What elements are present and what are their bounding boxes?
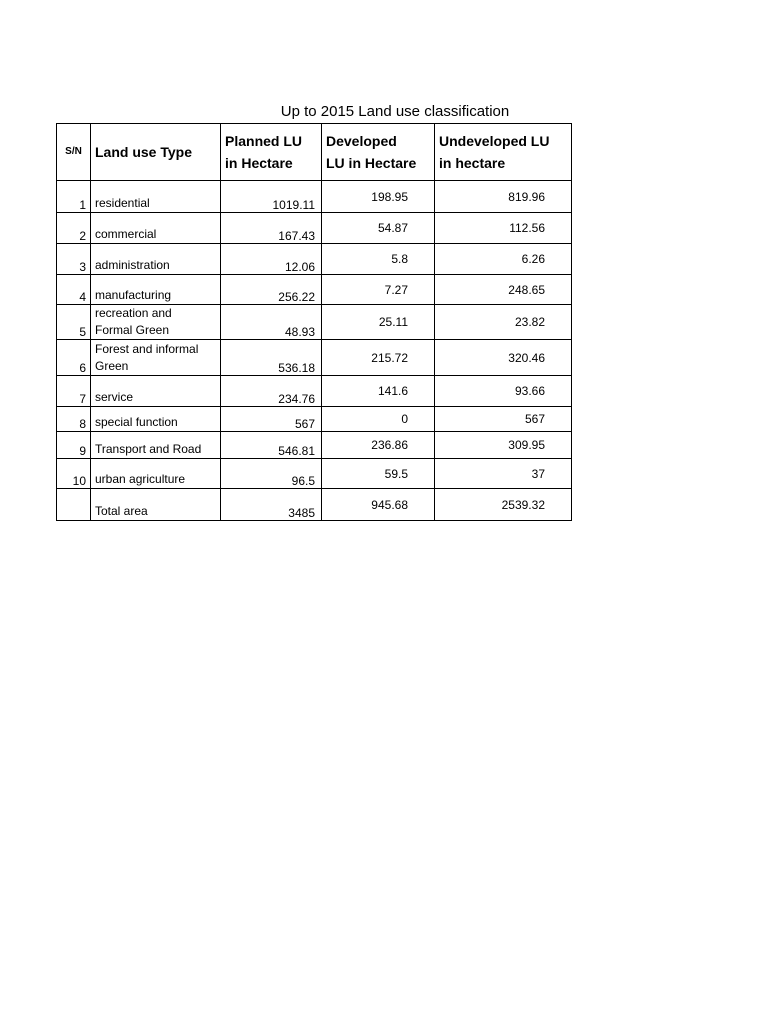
- cell-planned: 234.76: [221, 376, 322, 407]
- cell-planned: 546.81: [221, 432, 322, 459]
- table-title: Up to 2015 Land use classification: [280, 103, 510, 120]
- cell-planned: 256.22: [221, 275, 322, 305]
- cell-sn: 2: [57, 213, 91, 244]
- table-header-row: [57, 124, 572, 181]
- total-row: [57, 489, 572, 521]
- cell-sn: 3: [57, 244, 91, 275]
- cell-undeveloped: 6.26: [435, 244, 572, 275]
- land-use-table: [56, 123, 572, 521]
- cell-planned: 167.43: [221, 213, 322, 244]
- header-land-use-type: Land use Type: [91, 124, 221, 181]
- cell-undeveloped: 320.46: [435, 340, 572, 376]
- cell-sn: 10: [57, 459, 91, 489]
- table-row: [57, 407, 572, 432]
- cell-land-use-type: recreation and Formal Green: [91, 305, 221, 340]
- table-row: [57, 376, 572, 407]
- cell-developed: 198.95: [322, 181, 435, 213]
- cell-planned: 3485: [221, 489, 322, 521]
- cell-undeveloped: 2539.32: [435, 489, 572, 521]
- cell-developed: 215.72: [322, 340, 435, 376]
- cell-sn: 9: [57, 432, 91, 459]
- cell-sn: 5: [57, 305, 91, 340]
- cell-undeveloped: 23.82: [435, 305, 572, 340]
- table-body: [57, 181, 572, 521]
- table-row: [57, 459, 572, 489]
- cell-land-use-type: administration: [91, 244, 221, 275]
- cell-land-use-type: manufacturing: [91, 275, 221, 305]
- cell-land-use-type: urban agriculture: [91, 459, 221, 489]
- cell-developed: 59.5: [322, 459, 435, 489]
- cell-land-use-type: Forest and informal Green: [91, 340, 221, 376]
- cell-planned: 12.06: [221, 244, 322, 275]
- cell-undeveloped: 819.96: [435, 181, 572, 213]
- header-undeveloped: Undeveloped LU in hectare: [435, 124, 572, 181]
- table-row: [57, 213, 572, 244]
- cell-developed: 54.87: [322, 213, 435, 244]
- table-row: [57, 305, 572, 340]
- header-sn: S/N: [57, 124, 91, 181]
- table-row: [57, 181, 572, 213]
- cell-developed: 7.27: [322, 275, 435, 305]
- cell-developed: 141.6: [322, 376, 435, 407]
- header-planned: Planned LU in Hectare: [221, 124, 322, 181]
- cell-undeveloped: 37: [435, 459, 572, 489]
- cell-land-use-type: Total area: [91, 489, 221, 521]
- cell-land-use-type: special function: [91, 407, 221, 432]
- cell-sn: [57, 489, 91, 521]
- cell-planned: 1019.11: [221, 181, 322, 213]
- cell-land-use-type: commercial: [91, 213, 221, 244]
- cell-undeveloped: 93.66: [435, 376, 572, 407]
- cell-planned: 567: [221, 407, 322, 432]
- cell-sn: 1: [57, 181, 91, 213]
- cell-planned: 536.18: [221, 340, 322, 376]
- cell-sn: 7: [57, 376, 91, 407]
- cell-sn: 6: [57, 340, 91, 376]
- cell-undeveloped: 567: [435, 407, 572, 432]
- cell-developed: 945.68: [322, 489, 435, 521]
- cell-planned: 48.93: [221, 305, 322, 340]
- cell-land-use-type: service: [91, 376, 221, 407]
- cell-sn: 8: [57, 407, 91, 432]
- cell-developed: 236.86: [322, 432, 435, 459]
- table-row: [57, 275, 572, 305]
- cell-developed: 5.8: [322, 244, 435, 275]
- cell-planned: 96.5: [221, 459, 322, 489]
- cell-land-use-type: residential: [91, 181, 221, 213]
- cell-undeveloped: 248.65: [435, 275, 572, 305]
- table-row: [57, 340, 572, 376]
- cell-sn: 4: [57, 275, 91, 305]
- cell-developed: 25.11: [322, 305, 435, 340]
- header-developed: Developed LU in Hectare: [322, 124, 435, 181]
- cell-undeveloped: 112.56: [435, 213, 572, 244]
- cell-undeveloped: 309.95: [435, 432, 572, 459]
- table-row: [57, 432, 572, 459]
- cell-developed: 0: [322, 407, 435, 432]
- cell-land-use-type: Transport and Road: [91, 432, 221, 459]
- table-row: [57, 244, 572, 275]
